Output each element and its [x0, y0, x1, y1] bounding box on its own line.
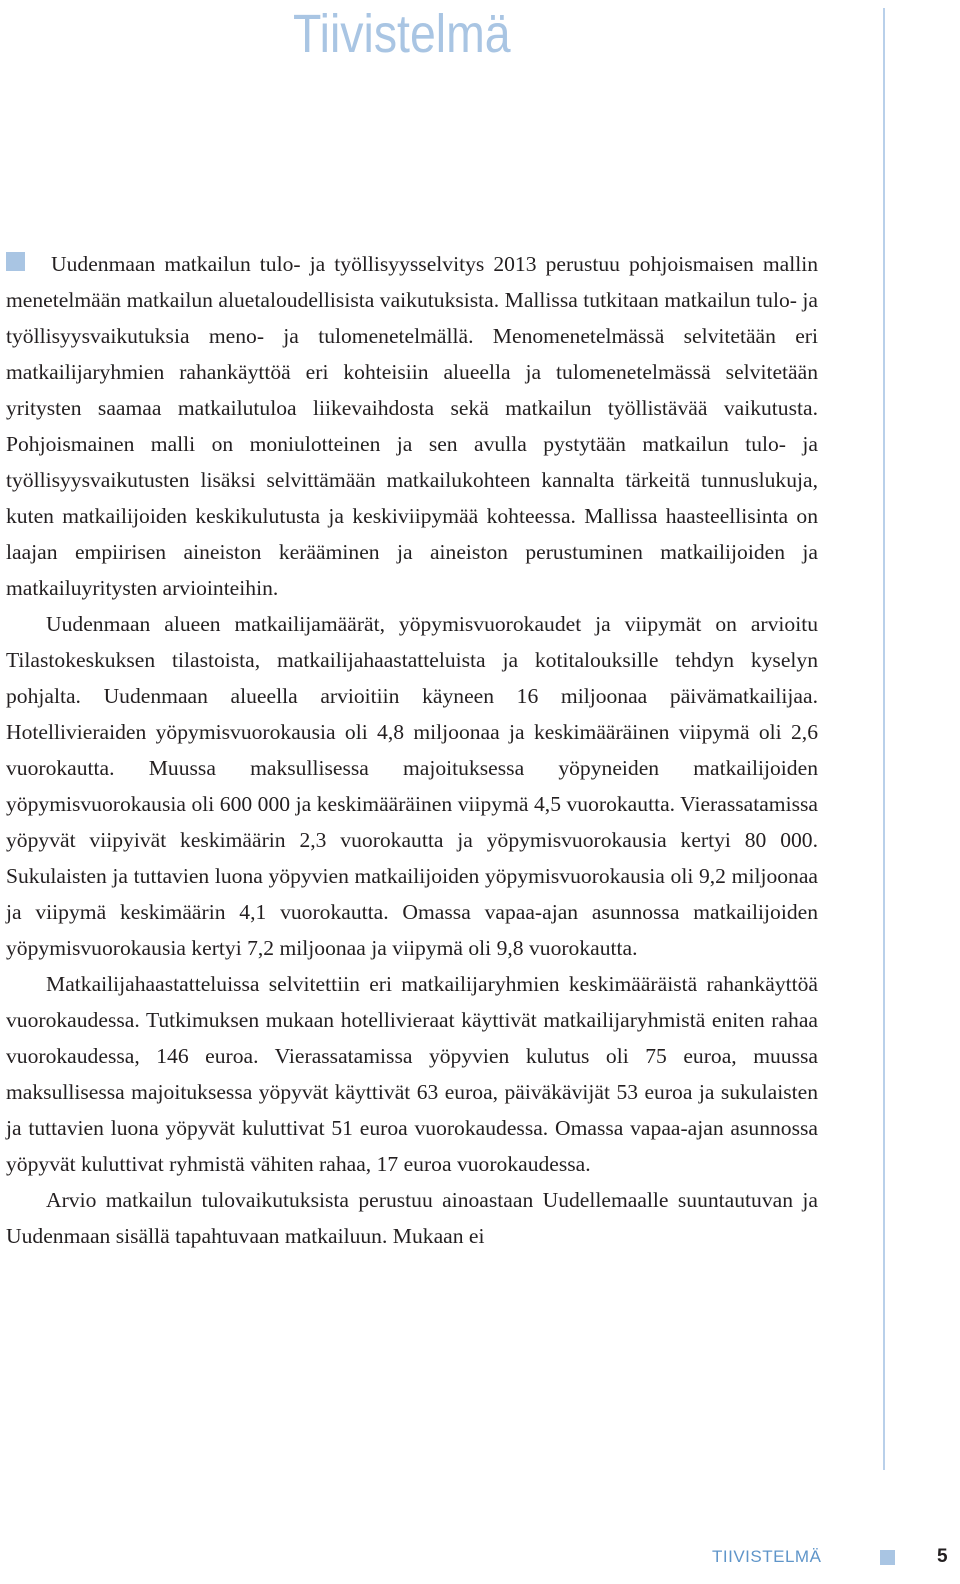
page-footer: [712, 1544, 955, 1570]
page-title: Tiivistelmä: [293, 4, 511, 64]
footer-section-label: TIIVISTELMÄ: [712, 1547, 822, 1566]
square-bullet-icon: [6, 252, 25, 271]
paragraph-3: Matkailijahaastatteluissa selvitettiin eri matkailijaryhmien keskimääräistä rahankäyttöä vuorokaudessa. Tutkimuksen mukaan hotellivieraat käyttivät matkailijaryhmistä eniten rahaa vuorokaudessa, 146 euroa. Vierassatamissa yöpyvien kulutus oli 75 euroa, muussa maksullisessa majoituksessa yöpyvät käyttivät 63 euroa, päiväkävijät 53 euroa ja sukulaisten ja tuttavien luona yöpyvät kuluttivat 51 euroa vuorokaudessa. Omassa vapaa-ajan asunnossa yöpyvät kuluttivat ryhmistä vähiten rahaa, 17 euroa vuorokaudessa.: [6, 972, 818, 1176]
paragraph-2: Uudenmaan alueen matkailijamäärät, yöpymisvuorokaudet ja viipymät on arvioitu Tilastokeskuksen tilastoista, matkailijahaastatteluista ja kotitalouksille tehdyn kyselyn pohjalta. Uudenmaan alueella arvioitiin käyneen 16 miljoonaa päivämatkailijaa. Hotellivieraiden yöpymisvuorokausia oli 4,8 miljoonaa ja keskimääräinen viipymä oli 2,6 vuorokautta. Muussa maksullisessa majoituksessa yöpyneiden matkailijoiden yöpymisvuorokausia oli 600 000 ja keskimääräinen viipymä 4,5 vuorokautta. Vierassatamissa yöpyvät viipyivät keskimäärin 2,3 vuorokautta ja yöpymisvuorokausia kertyi 80 000. Sukulaisten ja tuttavien luona yöpyvien matkailijoiden yöpymisvuorokausia oli 9,2 miljoonaa ja viipymä keskimäärin 4,1 vuorokautta. Omassa vapaa-ajan asunnossa matkailijoiden yöpymisvuorokausia kertyi 7,2 miljoonaa ja viipymä oli 9,8 vuorokautta.: [6, 612, 818, 960]
page-number: 5: [937, 1546, 948, 1567]
paragraph-4: Arvio matkailun tulovaikutuksista perustuu ainoastaan Uudellemaalle suuntautuvan ja Uudenmaan sisällä tapahtuvaan matkailuun. Mukaan ei: [6, 1188, 818, 1248]
paragraph-1-text: Uudenmaan matkailun tulo- ja työllisyysselvitys 2013 perustuu pohjoismaisen mallin menetelmään matkailun aluetaloudellisista vaikutuksista. Mallissa tutkitaan matkailun tulo- ja työllisyysvaikutuksia meno- ja tulomenetelmällä. Menomenetelmässä selvitetään eri matkailijaryhmien rahankäyttöä eri kohteisiin alueella ja tulomenetelmässä selvitetään yritysten saamaa matkailutuloa liikevaihdosta sekä matkailun työllistävää vaikutusta. Pohjoismainen malli on moniulotteinen ja sen avulla pystytään matkailun tulo- ja työllisyysvaikutusten lisäksi selvittämään matkailukohteen kannalta tärkeitä tunnuslukuja, kuten matkailijoiden keskikulutusta ja keskiviipymää kohteessa. Mallissa haasteellisinta on laajan empiirisen aineiston kerääminen ja aineiston perustuminen matkailijoiden ja matkailuyritysten arviointeihin.: [6, 252, 818, 600]
body-text: [6, 246, 818, 1254]
square-marker-icon: [880, 1550, 895, 1565]
paragraph-1: [6, 246, 818, 606]
vertical-divider: [883, 8, 885, 1470]
